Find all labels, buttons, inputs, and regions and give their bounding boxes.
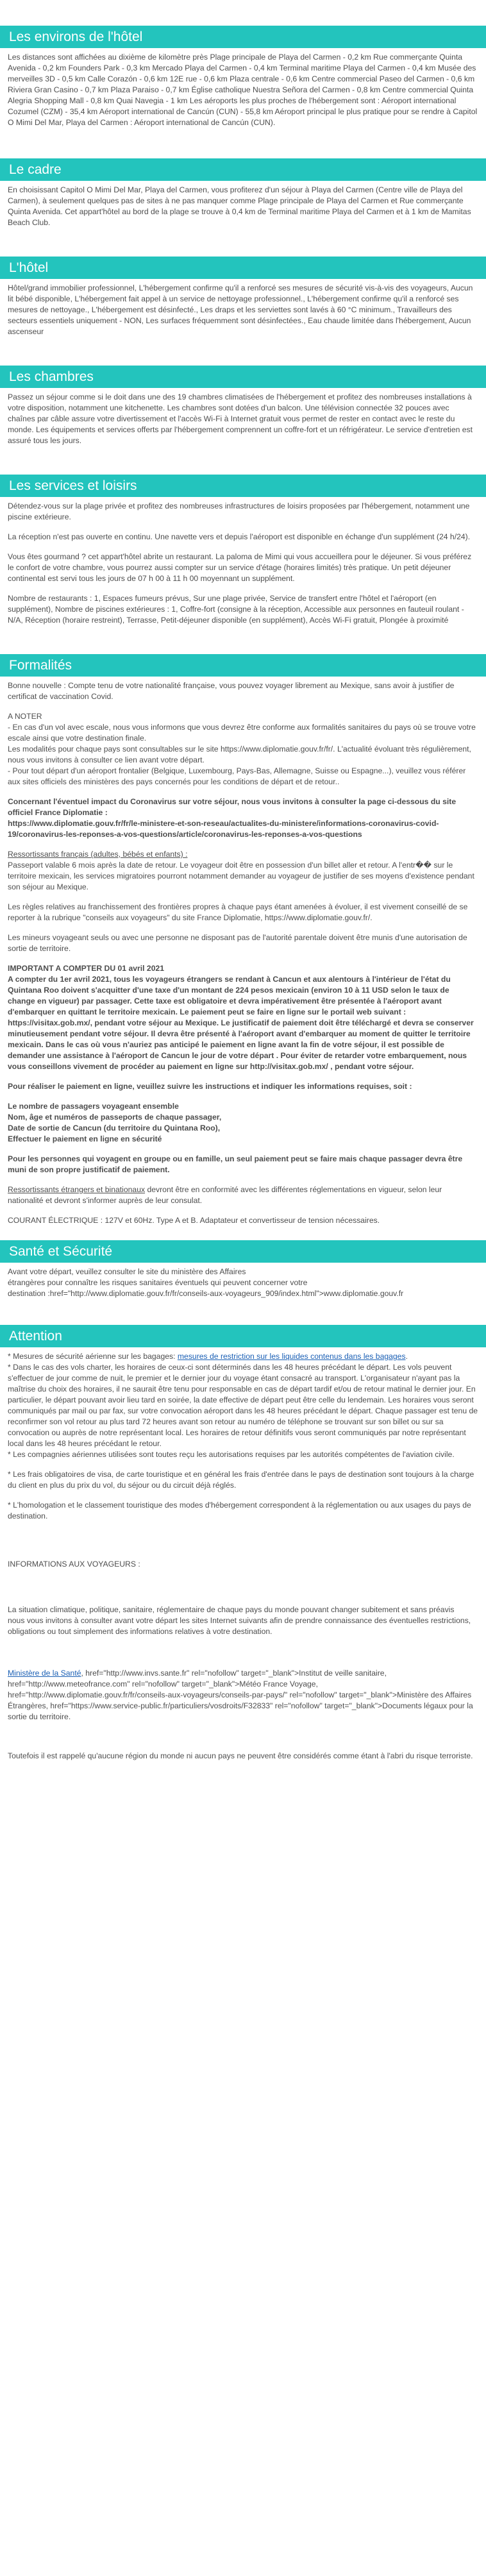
- mesures-suffix: .: [405, 1352, 408, 1361]
- services-p1: Détendez-vous sur la plage privée et profitez des nombreuses infrastructures de loisirs proposées par l'hébergement, notamment une piscine extérieure.: [8, 501, 470, 521]
- environs-text: Les distances sont affichées au dixième de kilomètre près Plage principale de Playa del Carmen - 0,2 km Rue commerçante Quinta Avenida - 0,2 km Founders Park - 0,3 km Mercado Playa del Carmen - 0,4 km Terminal maritime Playa del Carmen - 0,4 km Musée des merveilles 3D - 0,5 km Calle Corazón - 0,6 km 12E rue - 0,6 km Plaza centrale - 0,6 km Centre commercial Paseo del Carmen - 0,6 km Riviera Gran Casino - 0,7 km Plaza Paraiso - 0,7 km Église catholique Nuestra Señora del Carmen - 0,8 km Centre commercial Quinta Alegria Shopping Mall - 0,8 km Quai Navegia - 1 km Les aéroports les plus proches de l'hébergement sont : Aéroport international Cozumel (CZM) - 35,4 km Aéroport international de Cancún (CUN) - 55,8 km Aéroport principal le plus pratique pour se rendre à Capitol O Mimi Del Mar, Playa del Carmen : Aéroport international de Cancún (CUN).: [8, 53, 478, 127]
- ressortissants-francais-title: Ressortissants français (adultes, bébés et enfants) :: [8, 850, 188, 859]
- chambres-text: Passez un séjour comme si le doit dans une des 19 chambres climatisées de l'hébergement et profitez des nombreuses installations à votre disposition, notamment une kitchenette. Les chambres sont dotées d'un balcon. Une télévision connectée 32 pouces avec chaînes par câble assure votre divertissement et l'accès Wi-Fi à Internet gratuit vous permet de rester en contact avec le reste du monde. Les équipements et services offerts par l'hébergement comprennent un coffre-fort et un réfrigérateur. Le service d'entretien est assuré tous les jours.: [8, 392, 473, 445]
- situation-line-2: nous vous invitons à consulter avant votre départ les sites Internet suivants afin de prendre connaissance des éventuelles restrictions, obligations ou tout simplement des informations relatives à votre destination.: [8, 1616, 471, 1636]
- sante-text: [8, 1267, 478, 1299]
- toutefois-text: Toutefois il est rappelé qu'aucune région du monde ni aucun pays ne peuvent être considérés comme étant à l'abri du risque terroriste.: [8, 1751, 473, 1760]
- mesures-label: * Mesures de sécurité aérienne sur les bagages:: [8, 1352, 178, 1361]
- infos-voyageurs-title: INFORMATIONS AUX VOYAGEURS :: [8, 1560, 140, 1569]
- paiement-item-1: Le nombre de passagers voyageant ensemble: [8, 1102, 179, 1111]
- ministere-sante-link[interactable]: Ministère de la Santé: [8, 1669, 81, 1678]
- section-title-formalites: Formalités: [0, 654, 486, 677]
- section-title-attention: Attention: [0, 1325, 486, 1347]
- section-title-environs: Les environs de l'hôtel: [0, 26, 486, 48]
- sante-line-2: étrangères pour connaître les risques sanitaires éventuels qui peuvent concerner votre: [8, 1278, 308, 1287]
- cadre-text: En choisissant Capitol O Mimi Del Mar, Playa del Carmen, vous profiterez d'un séjour à Playa del Carmen (Centre ville de Playa del Carmen), à seulement quelques pas de sites à ne pas manquer comme Plage principale de Playa del Carmen et Rue commerçante Quinta Avenida. Cet appart'hôtel au bord de la plage se trouve à 0,4 km de Terminal maritime Playa del Carmen et à 1 km de Mamitas Beach Club.: [8, 185, 471, 227]
- section-cadre: [0, 181, 486, 228]
- section-title-chambres: Les chambres: [0, 366, 486, 388]
- section-environs: [0, 48, 486, 128]
- etrangers-text: devront être en conformité avec les différentes réglementations en vigueur, selon leur nationalité et devront s'informer auprès de leur consulat.: [8, 1185, 442, 1205]
- compagnies-text: * Les compagnies aériennes utilisées sont toutes reçu les autorisations requises par les autorités compétentes de l'aviation civile.: [8, 1450, 455, 1459]
- famille-text: Pour les personnes qui voyagent en groupe ou en famille, un seul paiement peut se faire mais chaque passager devra être muni de son propre justificatif de paiement.: [8, 1154, 463, 1174]
- services-p4: Nombre de restaurants : 1, Espaces fumeurs prévus, Sur une plage privée, Service de transfert entre l'hôtel et l'aéroport (en supplément), Nombre de piscines extérieures : 1, Coffre-fort (consigne à la réception, Accessible aux personnes en fauteuil roulant - N/A, Réception (horaire restreint), Terrasse, Petit-déjeuner disponible (en supplément), Accès Wi-Fi gratuit, Plongée à proximité: [8, 594, 464, 625]
- section-sante: [0, 1263, 486, 1299]
- paiement-title: Pour réaliser le paiement en ligne, veuillez suivre les instructions et indiquer les informations requises, soit :: [8, 1082, 412, 1091]
- paiement-list: [8, 1101, 478, 1145]
- etrangers-paragraph: [8, 1184, 478, 1206]
- section-title-services: Les services et loisirs: [0, 475, 486, 497]
- formalites-intro: Bonne nouvelle : Compte tenu de votre nationalité française, vous pouvez voyager librement au Mexique, sans avoir à justifier de certificat de vaccination Covid.: [8, 681, 455, 701]
- paiement-item-3: Date de sortie de Cancun (du territoire du Quintana Roo),: [8, 1124, 221, 1132]
- frais-text: * Les frais obligatoires de visa, de carte touristique et en général les frais d'entrée dans le pays de destination sont toujours à la charge du client en plus du prix du vol, du séjour ou du circuit déjà réglés.: [8, 1470, 474, 1490]
- section-title-sante: Santé et Sécurité: [0, 1240, 486, 1263]
- situation-line-1: La situation climatique, politique, sanitaire, réglementaire de chaque pays du monde pouvant changer subitement et sans préavis: [8, 1605, 455, 1614]
- coronavirus-link[interactable]: https://www.diplomatie.gouv.fr/fr/le-ministere-et-son-reseau/actualites-du-ministere/informations-coronavirus-covid-19/coronavirus-les-reponses-a-vos-questions/article/coronavirus-les-reponses-a-vos-questions: [8, 819, 439, 839]
- formalites-note-2: Les modalités pour chaque pays sont consultables sur le site https://www.diplomatie.gouv.fr/fr/. L'actualité évoluant très régulièrement, nous vous invitons à consulter ce lien avant votre départ.: [8, 745, 471, 764]
- mineurs-text: Les mineurs voyageant seuls ou avec une personne ne disposant pas de l'autorité parentale doivent être munis d'une autorisation de sortie de territoire.: [8, 933, 467, 953]
- important-text: A compter du 1er avril 2021, tous les voyageurs étrangers se rendant à Cancun et aux alentours à l'intérieur de l'état du Quintana Roo doivent s'acquitter d'une taxe d'un montant de 224 pesos mexicain (environ 10 à 11 USD selon le taux de change en vigueur) par passager. Cette taxe est obligatoire et devra impérativement être présentée à l'aéroport avant d'embarquer en quittant le territoire mexicain. Le paiement peut se faire en ligne sur le portail web suivant : https://visitax.gob.mx/, pendant votre séjour au Mexique. Le justificatif de paiement doit être téléchargé et devra se conserver minutieusement pendant votre séjour. Il devra être présenté à l'aéroport avant d'embarquer au moment de quitter le territoire mexicain. Dans le cas où vous n'auriez pas anticipé le paiement en ligne avant la fin de votre séjour, il est possible de demander une assistance à l'aéroport de Cancun le jour de votre départ . Pour éviter de retarder votre embarquement, nous vous conseillons vivement de procéder au paiement en ligne sur http://visitax.gob.mx/ , pendant votre séjour.: [8, 975, 474, 1071]
- formalites-anoter: A NOTER: [8, 712, 42, 721]
- hotel-text: Hôtel/grand immobilier professionnel, L'hébergement confirme qu'il a renforcé ses mesures de sécurité vis-à-vis des voyageurs, Aucun lit bébé disponible, L'hébergement fait appel à un service de nettoyage professionnel., L'hébergement confirme qu'il a renforcé ses mesures de nettoyage., L'hébergement est désinfecté., Les draps et les serviettes sont lavés à 60 °C minimum., Travailleurs des secteurs essentiels uniquement - NON, Les surfaces fréquemment sont désinfectées., Eau chaude limitée dans l'hébergement, Aucun ascenseur: [8, 283, 473, 336]
- horaires-text: * Dans le cas des vols charter, les horaires de ceux-ci sont déterminés dans les 48 heures précédant le départ. Les vols peuvent s'effectuer de jour comme de nuit, le premier et le dernier jour du voyage étant consacré au transport. L'organisateur n'ayant pas la maîtrise du choix des horaires, il ne saurait être tenu pour responsable en cas de départ tardif et/ou de retour matinal le dernier jour. En particulier, le départ pouvant avoir lieu tard en soirée, la date effective de départ peut être celle du lendemain. Les horaires vous seront communiqués par mail ou par fax, sur votre convocation aéroport dans les 48 heures précédant le départ. Chaque passager est tenu de reconfirmer son vol retour au plus tard 72 heures avant son retour au numéro de téléphone se trouvant sur son billet ou sur sa convocation ou auprès de notre représentant local. Les horaires de retour définitifs vous seront communiqués par notre représentant local dans les 48 heures précédant le retour.: [8, 1363, 478, 1448]
- section-services: [0, 497, 486, 626]
- courant-electrique: COURANT ÉLECTRIQUE : 127V et 60Hz. Type A et B. Adaptateur et convertisseur de tension nécessaires.: [8, 1216, 380, 1225]
- section-chambres: [0, 388, 486, 446]
- paiement-item-4: Effectuer le paiement en ligne en sécurité: [8, 1134, 162, 1143]
- section-hotel: [0, 279, 486, 337]
- etrangers-title: Ressortissants étrangers et binationaux: [8, 1185, 146, 1194]
- sante-line-3: destination :href="http://www.diplomatie.gouv.fr/fr/conseils-aux-voyageurs_909/index.html">www.diplomatie.gouv.fr: [8, 1289, 404, 1298]
- homologation-text: * L'homologation et le classement touristique des modes d'hébergement correspondent à la réglementation ou aux usages du pays de destination.: [8, 1501, 471, 1520]
- section-title-hotel: L'hôtel: [0, 257, 486, 279]
- services-p3: Vous êtes gourmand ? cet appart'hôtel abrite un restaurant. La paloma de Mimi qui vous accueillera pour le déjeuner. Si vous préférez le confort de votre chambre, vous pourrez aussi compter sur un service d'étage (horaires limités) très pratique. Un petit déjeuner continental est servi tous les jours de 07 h 00 à 11 h 00 moyennant un supplément.: [8, 552, 472, 583]
- sites-links: [8, 1668, 478, 1722]
- formalites-note-1: - En cas d'un vol avec escale, nous vous informons que vous devrez être conforme aux formalités sanitaires du pays où se trouve votre escale ainsi que votre destination finale.: [8, 723, 476, 743]
- mesures-securite: [8, 1351, 478, 1362]
- ressortissants-francais-text: Passeport valable 6 mois après la date de retour. Le voyageur doit être en possession d'un billet aller et retour. A l'entr�� sur le territoire mexicain, les services migratoires pourront notamment demander au voyageur de justifier de ses moyens d'existence pendant son séjour au Mexique.: [8, 861, 474, 891]
- section-title-cadre: Le cadre: [0, 158, 486, 181]
- regles-frontieres: Les règles relatives au franchissement des frontières propres à chaque pays étant amenées à évoluer, il est vivement conseillé de se reporter à la rubrique "conseils aux voyageurs" du site France Diplomatie, https://www.diplomatie.gouv.fr/.: [8, 902, 468, 922]
- formalites-note-3: - Pour tout départ d'un aéroport frontalier (Belgique, Luxembourg, Pays-Bas, Allemagne, Suisse ou Espagne...), veuillez vous référer aux sites officiels des ministères des pays concernés pour les conditions de départ et de retour..: [8, 766, 466, 786]
- services-p2: La réception n'est pas ouverte en continu. Une navette vers et depuis l'aéroport est disponible en échange d'un supplément (24 h/24).: [8, 532, 471, 541]
- section-attention: [0, 1347, 486, 1762]
- paiement-item-2: Nom, âge et numéros de passeports de chaque passager,: [8, 1113, 222, 1122]
- sites-links-text: , href="http://www.invs.sante.fr" rel="nofollow" target="_blank">Institut de veille sanitaire, href="http://www.meteofrance.com" rel="nofollow" target="_blank">Météo France Voyage, href="http://www.diplomatie.gouv.fr/fr/conseils-aux-voyageurs/conseils-par-pays/" rel="nofollow" target="_blank">Ministère des Affaires Étrangères, href="https://www.service-public.fr/particuliers/vosdroits/F32833" rel="nofollow" target="_blank">Documents légaux pour la sortie du territoire.: [8, 1669, 473, 1721]
- coronavirus-notice: Concernant l'éventuel impact du Coronavirus sur votre séjour, nous vous invitons à consulter la page ci-dessous du site officiel France Diplomatie :: [8, 797, 457, 817]
- important-title: IMPORTANT A COMPTER DU 01 avril 2021: [8, 964, 165, 973]
- mesures-link[interactable]: mesures de restriction sur les liquides contenus dans les bagages: [177, 1352, 406, 1361]
- sante-line-1: Avant votre départ, veuillez consulter le site du ministère des Affaires: [8, 1267, 246, 1276]
- section-formalites: [0, 677, 486, 1226]
